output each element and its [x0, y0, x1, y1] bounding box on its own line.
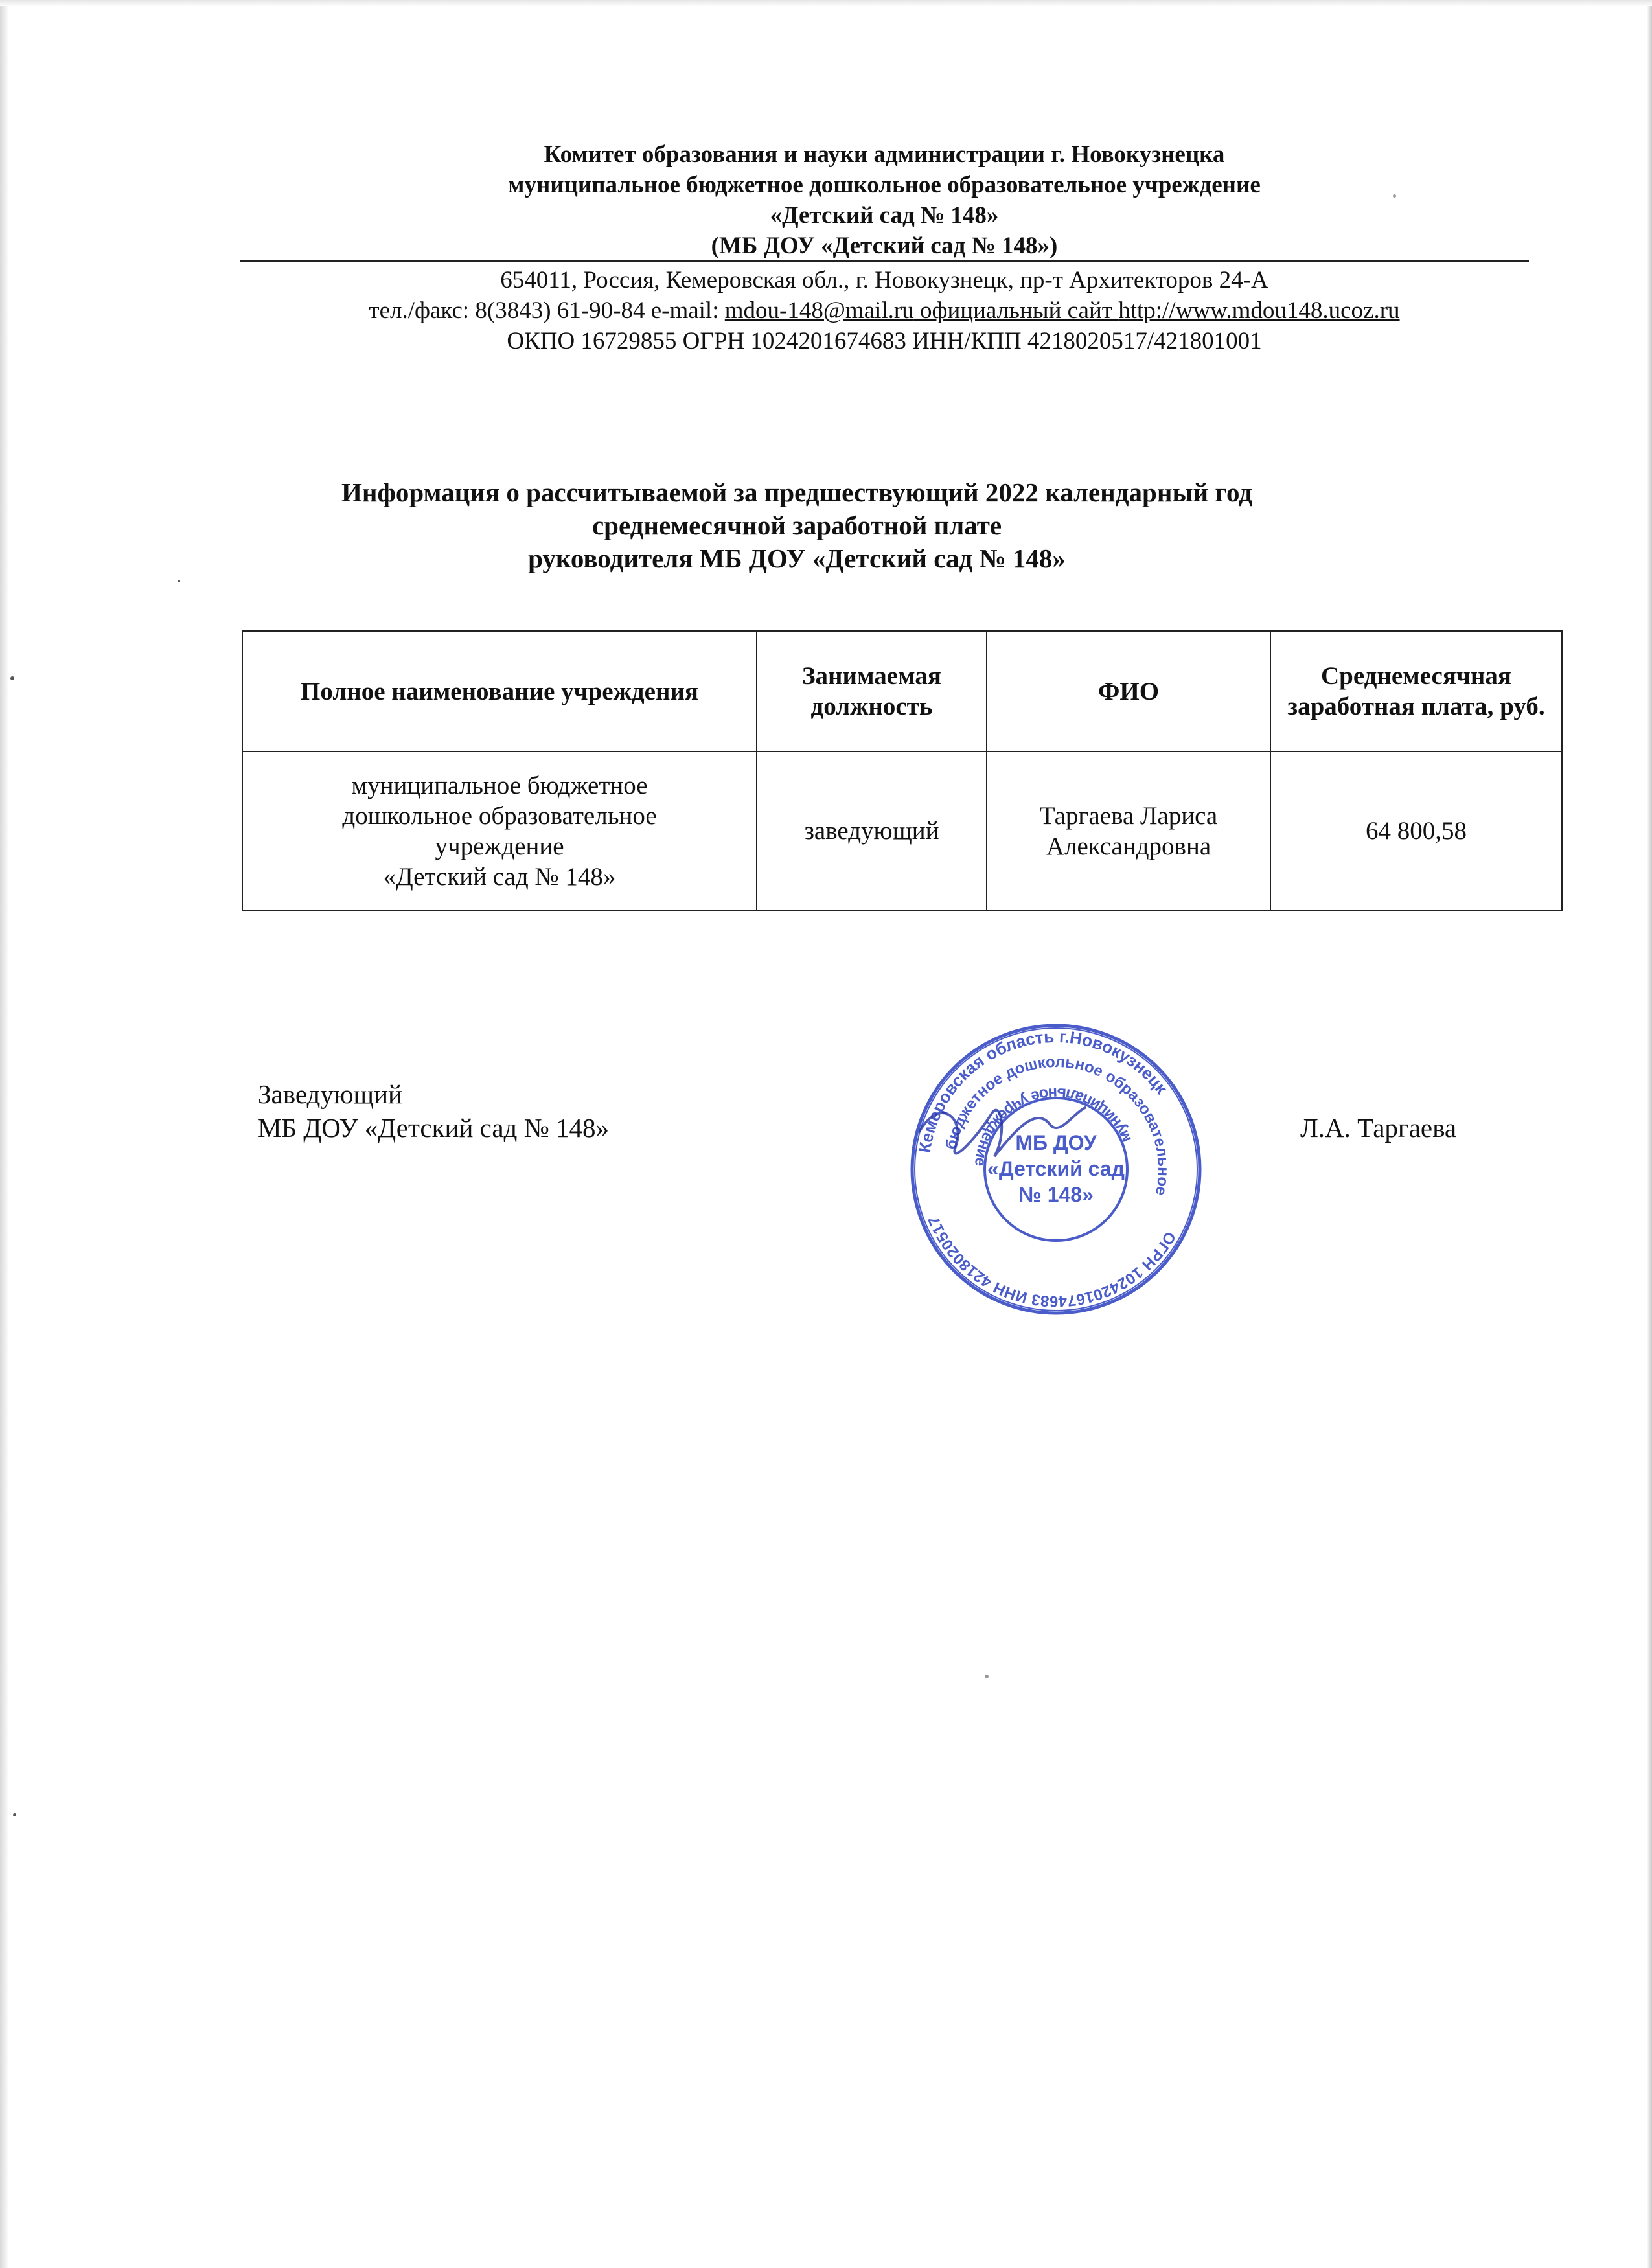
- institution-line: учреждение: [435, 832, 564, 860]
- scan-speck: [10, 676, 14, 680]
- letterhead-registry: ОКПО 16729855 ОГРН 1024201674683 ИНН/КПП 4218020517/421801001: [507, 328, 1262, 354]
- letterhead-institution-type: муниципальное бюджетное дошкольное образовательное учреждение: [508, 172, 1261, 198]
- letterhead-contacts: [240, 265, 1529, 356]
- document-heading: [194, 476, 1399, 575]
- institution-line: муниципальное бюджетное: [351, 771, 648, 799]
- cell-institution: [242, 751, 757, 910]
- cell-name: [987, 751, 1270, 910]
- header-name: ФИО: [987, 631, 1270, 751]
- name-line: Александровна: [1046, 832, 1211, 860]
- stamp-ring-inner-text: муниципальное учреждение: [970, 1084, 1135, 1167]
- letterhead-divider: [240, 260, 1529, 262]
- header-position: Занимаемая должность: [757, 631, 987, 751]
- stamp-center-line-1: МБ ДОУ: [1015, 1131, 1097, 1154]
- official-stamp: [904, 1017, 1208, 1322]
- salary-table: [242, 630, 1563, 911]
- letterhead-address: 654011, Россия, Кемеровская обл., г. Новокузнецк, пр-т Архитекторов 24-А: [500, 267, 1268, 293]
- stamp-ring-top-text: Кемеровская область г.Новокузнецк: [914, 1026, 1172, 1154]
- signature-title-line-2: МБ ДОУ «Детский сад № 148»: [258, 1113, 610, 1143]
- site-link[interactable]: http://www.mdou148.ucoz.ru: [1118, 297, 1400, 324]
- site-label: официальный сайт: [913, 297, 1119, 324]
- institution-line: дошкольное образовательное: [342, 801, 657, 830]
- scan-speck: [1393, 194, 1396, 198]
- heading-line-2: среднемесячной заработной плате: [591, 510, 1002, 540]
- header-salary: Среднемесячная заработная плата, руб.: [1270, 631, 1562, 751]
- stamp-center-line-3: № 148»: [1018, 1183, 1094, 1206]
- signer-name: Л.А. Таргаева: [1300, 1113, 1457, 1143]
- letterhead-short-name: (МБ ДОУ «Детский сад № 148»): [711, 233, 1058, 259]
- institution-line: «Детский сад № 148»: [383, 862, 616, 891]
- scan-speck: [178, 580, 180, 582]
- email-link[interactable]: mdou-148@mail.ru: [724, 297, 914, 324]
- letterhead-institution-name: «Детский сад № 148»: [770, 202, 999, 229]
- scan-edge-top: [0, 0, 1652, 6]
- stamp-ring-middle-text: бюджетное дошкольное образовательное: [942, 1053, 1173, 1197]
- name-line: Таргаева Лариса: [1039, 801, 1218, 830]
- phone-text: тел./факс: 8(3843) 61-90-84 e-mail:: [369, 297, 725, 324]
- stamp-graphic: [904, 1017, 1208, 1322]
- signature-title-line-1: Заведующий: [258, 1079, 402, 1109]
- letterhead-phone-line: [240, 295, 1529, 326]
- signature-title: [258, 1077, 609, 1145]
- scan-edge-left: [0, 0, 9, 2268]
- cell-salary: 64 800,58: [1270, 751, 1562, 910]
- table-header-row: [242, 631, 1562, 751]
- scan-speck: [13, 1813, 16, 1816]
- letterhead-committee: Комитет образования и науки администрации г. Новокузнецка: [544, 141, 1225, 168]
- scan-speck: [985, 1675, 989, 1678]
- heading-line-1: Информация о рассчитываемой за предшествующий 2022 календарный год: [341, 477, 1253, 507]
- header-institution: Полное наименование учреждения: [242, 631, 757, 751]
- letterhead: [240, 139, 1529, 354]
- stamp-center-line-2: «Детский сад: [987, 1157, 1125, 1180]
- cell-position: заведующий: [757, 751, 987, 910]
- table-row: [242, 751, 1562, 910]
- scan-edge-right: [1647, 0, 1652, 2268]
- stamp-ring-bottom-text: ОГРН 1024201674683 ИНН 4218020517: [924, 1213, 1179, 1311]
- heading-line-3: руководителя МБ ДОУ «Детский сад № 148»: [528, 544, 1066, 573]
